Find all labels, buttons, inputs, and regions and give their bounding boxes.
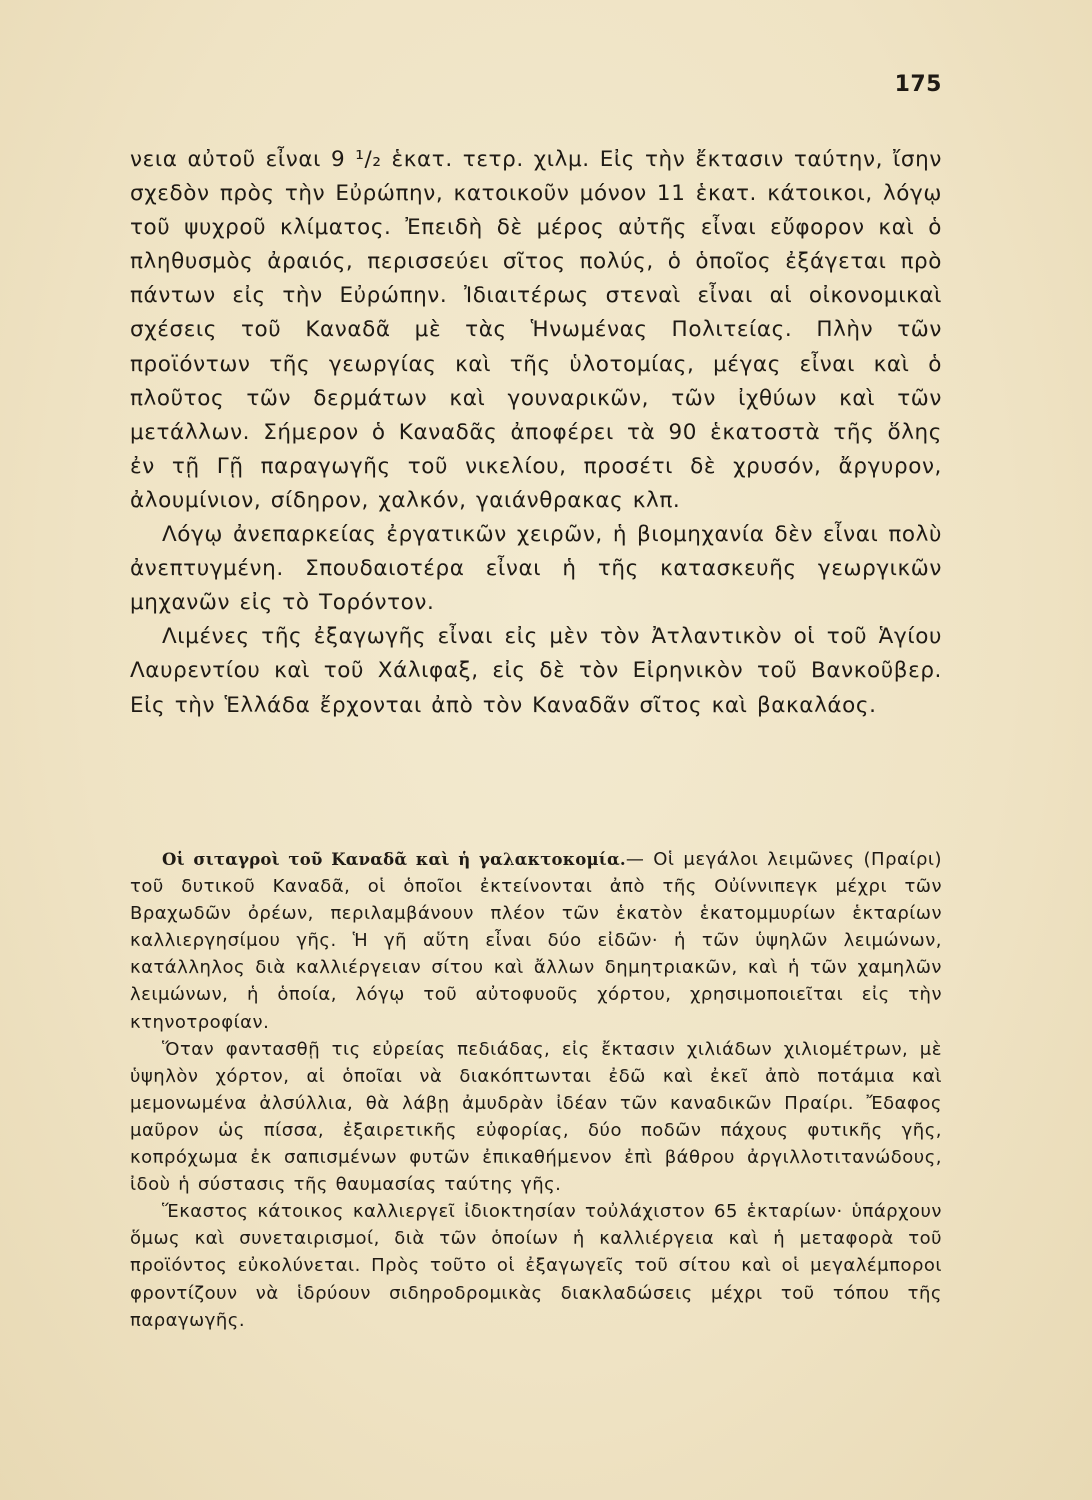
section-first-paragraph-text: Οἱ μεγάλοι λειμῶνες (Πραίρι) τοῦ δυτικοῦ Καναδᾶ, οἱ ὁποῖοι ἐκτείνονται ἀπὸ τῆς Οὐίννιπεγκ μέχρι τῶν Βραχωδῶν ὀρέων, περιλαμβάνουν πλέον τῶν ἑκατὸν ἑκατομμυρίων ἑκταρίων καλλιεργησίμου γῆς. Ἡ γῆ αὕτη εἶναι δύο εἰδῶν· ἡ τῶν ὑψηλῶν λειμώνων, κατάλληλος διὰ καλλιέργειαν σίτου καὶ ἄλλων δημητριακῶν, καὶ ἡ τῶν χαμηλῶν λειμώνων, ἡ ὁποία, λόγῳ τοῦ αὐτοφυοῦς χόρτου, χρησιμοποιεῖται εἰς τὴν κτηνοτροφίαν. (130, 849, 942, 1033)
section-first-paragraph (130, 846, 942, 1036)
section-prairies (130, 846, 942, 1334)
paragraph-industry: Λόγῳ ἀνεπαρκείας ἐργατικῶν χειρῶν, ἡ βιομηχανία δὲν εἶναι πολὺ ἀνεπτυγμένη. Σπουδαιοτέρα εἶναι ἡ τῆς κατασκευῆς γεωργικῶν μηχανῶν εἰς τὸ Τορόντον. (130, 522, 942, 616)
section-heading: Οἱ σιταγροὶ τοῦ Καναδᾶ καὶ ἡ γαλακτοκομία. (162, 850, 626, 869)
section-heading-dash: — (625, 849, 645, 870)
main-text (130, 143, 942, 723)
paragraph-export-ports: Λιμένες τῆς ἐξαγωγῆς εἶναι εἰς μὲν τὸν Ἀτλαντικὸν οἱ τοῦ Ἁγίου Λαυρεντίου καὶ τοῦ Χάλιφαξ, εἰς δὲ τὸν Εἰρηνικὸν τοῦ Βανκοῦβερ. Εἰς τὴν Ἑλλάδα ἔρχονται ἀπὸ τὸν Καναδᾶν σῖτος καὶ βακαλάος. (130, 624, 942, 718)
paragraph-farm-cooperatives: Ἕκαστος κάτοικος καλλιεργεῖ ἰδιοκτησίαν τοὐλάχιστον 65 ἑκταρίων· ὑπάρχουν ὅμως καὶ συνεταιρισμοί, διὰ τῶν ὁποίων ἡ καλλιέργεια καὶ ἡ μεταφορὰ τοῦ προϊόντος εὐκολύνεται. Πρὸς τοῦτο οἱ ἐξαγωγεῖς τοῦ σίτου καὶ οἱ μεγαλέμποροι φροντίζουν νὰ ἱδρύουν σιδηροδρομικὰς διακλαδώσεις μέχρι τοῦ τόπου τῆς παραγωγῆς. (130, 1201, 942, 1331)
paragraph-canada-economy: νεια αὐτοῦ εἶναι 9 ¹/₂ ἑκατ. τετρ. χιλμ. Εἰς τὴν ἔκτασιν ταύτην, ἴσην σχεδὸν πρὸς τὴν Εὐρώπην, κατοικοῦν μόνον 11 ἑκατ. κάτοικοι, λόγῳ τοῦ ψυχροῦ κλίματος. Ἐπειδὴ δὲ μέρος αὐτῆς εἶναι εὔφορον καὶ ὁ πληθυσμὸς ἀραιός, περισσεύει σῖτος πολύς, ὁ ὁποῖος ἐξάγεται πρὸ πάντων εἰς τὴν Εὐρώπην. Ἰδιαιτέρως στεναὶ εἶναι αἱ οἰκονομικαὶ σχέσεις τοῦ Καναδᾶ μὲ τὰς Ἡνωμένας Πολιτείας. Πλὴν τῶν προϊόντων τῆς γεωργίας καὶ τῆς ὑλοτομίας, μέγας εἶναι καὶ ὁ πλοῦτος τῶν δερμάτων καὶ γουναρικῶν, τῶν ἰχθύων καὶ τῶν μετάλλων. Σήμερον ὁ Καναδᾶς ἀποφέρει τὰ 90 ἑκατοστὰ τῆς ὅλης ἐν τῇ Γῇ παραγωγῆς τοῦ νικελίου, προσέτι δὲ χρυσόν, ἄργυρον, ἀλουμίνιον, σίδηρον, χαλκόν, γαιάνθρακας κλπ. (130, 147, 942, 513)
page-number: 175 (894, 72, 942, 97)
paragraph-prairie-description: Ὅταν φαντασθῇ τις εὐρείας πεδιάδας, εἰς ἔκτασιν χιλιάδων χιλιομέτρων, μὲ ὑψηλὸν χόρτον, αἱ ὁποῖαι νὰ διακόπτωνται ἐδῶ καὶ ἐκεῖ ἀπὸ ποτάμια καὶ μεμονωμένα ἀλσύλλια, θὰ λάβῃ ἀμυδρὰν ἰδέαν τῶν καναδικῶν Πραίρι. Ἔδαφος μαῦρον ὡς πίσσα, ἐξαιρετικῆς εὐφορίας, δύο ποδῶν πάχους φυτικῆς γῆς, κοπρόχωμα ἐκ σαπισμένων φυτῶν ἐπικαθήμενον ἐπὶ βάθρου ἀργιλλοτιτανώδους, ἰδοὺ ἡ σύστασις τῆς θαυμασίας ταύτης γῆς. (130, 1038, 942, 1196)
